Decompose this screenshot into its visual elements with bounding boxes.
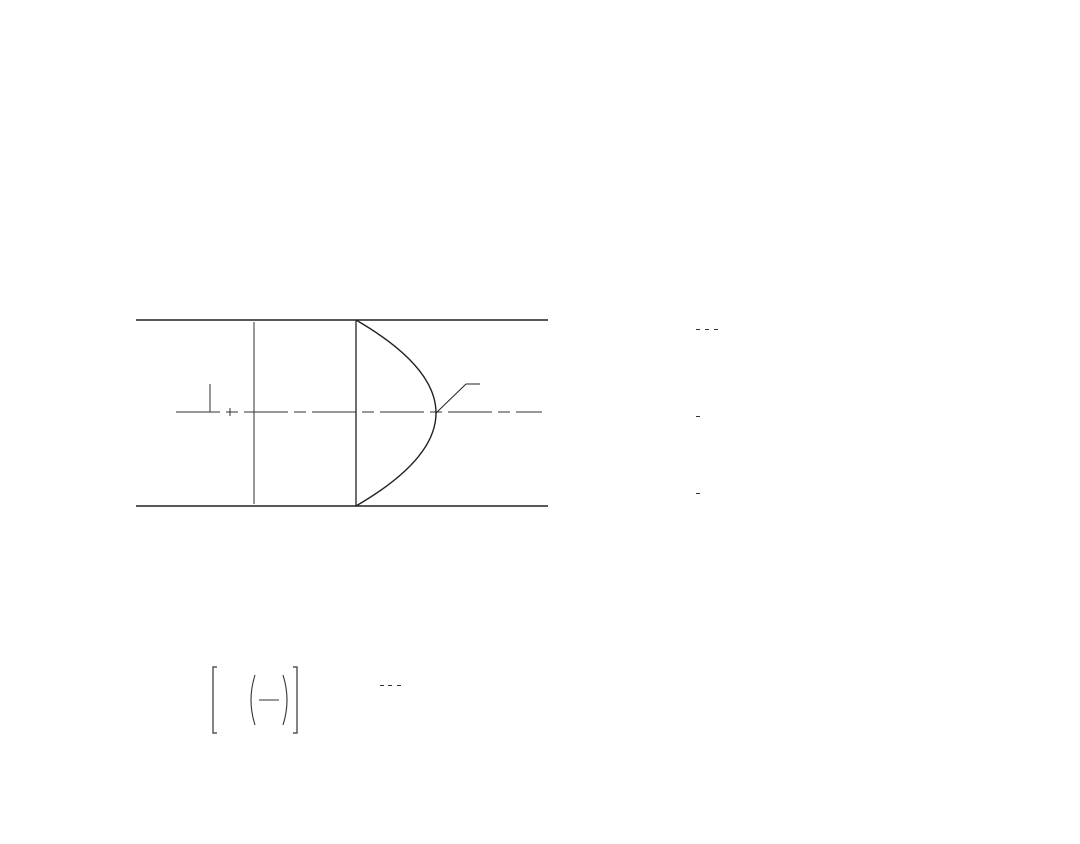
h2-over-2-fraction (380, 683, 384, 688)
du-dx-fraction (696, 327, 700, 332)
temperature-assumption-eq (696, 483, 738, 503)
dt-dx-fraction (696, 490, 700, 497)
one-over-mu-fraction (388, 683, 392, 688)
dp-dx-fraction (696, 411, 700, 422)
umax-definition (374, 677, 401, 696)
channel-flow-diagram (130, 300, 555, 525)
dp-dx-velocity-fraction (397, 683, 401, 688)
velocity-equation-row (127, 663, 927, 737)
velocity-bracket-expression (207, 663, 307, 737)
dv-dy-fraction (705, 327, 709, 332)
pressure-gradient-eq (696, 406, 700, 426)
umax-leader-line (436, 384, 466, 413)
velocity-profile-curve (356, 320, 436, 506)
continuity-assumption-eq (696, 320, 718, 338)
dp-dy-fraction (714, 327, 718, 332)
